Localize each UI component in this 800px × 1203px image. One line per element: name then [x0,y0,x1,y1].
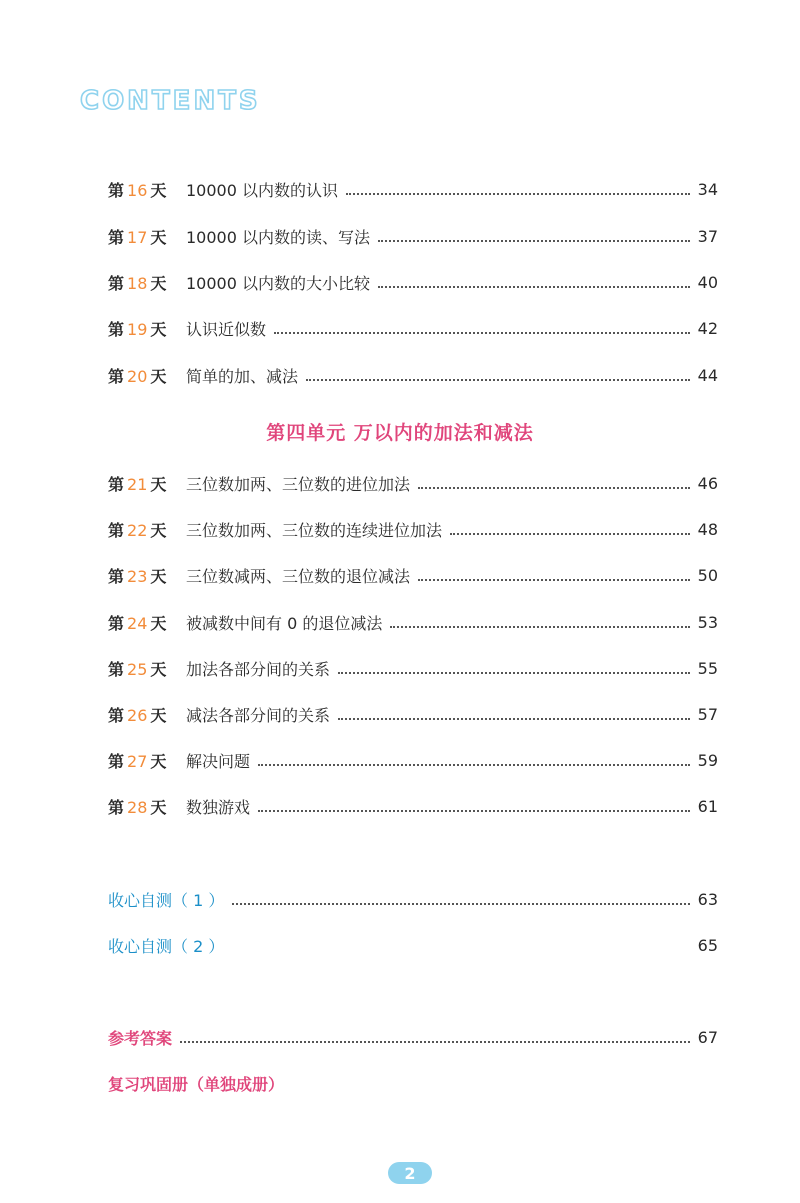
page-number: 44 [697,365,718,385]
entry-title: 减法各部分间的关系 [186,705,331,725]
toc-entry-day-28[interactable] [108,792,718,820]
entry-title: 收心自测（ 1 ） [108,890,225,910]
toc-entry-self-test-1[interactable] [108,885,718,913]
day-number: 16 [127,180,148,200]
entry-title: 数独游戏 [186,797,251,817]
toc-entry-day-20[interactable] [108,361,718,389]
day-label: 第 24 天 [108,613,167,633]
entry-title: 复习巩固册（单独成册） [108,1074,285,1094]
day-label: 第 27 天 [108,751,167,771]
page-number: 57 [697,704,718,724]
dot-leader [378,286,690,288]
day-label: 第 28 天 [108,797,167,817]
toc-entry-day-26[interactable] [108,700,718,728]
day-label: 第 22 天 [108,520,167,540]
page-number: 67 [697,1027,718,1047]
entry-title: 简单的加、减法 [186,366,299,386]
page-number: 50 [697,565,718,585]
entry-title: 参考答案 [108,1028,173,1048]
page-number: 34 [697,179,718,199]
day-number: 23 [127,566,148,586]
day-label: 第 19 天 [108,319,167,339]
page-number: 42 [697,318,718,338]
dot-leader [274,332,690,334]
toc-entry-day-18[interactable] [108,268,718,296]
day-number: 19 [127,319,148,339]
page-number: 65 [697,935,718,955]
toc-entry-review-book[interactable] [108,1069,718,1097]
dot-leader [390,626,689,628]
dot-leader [338,718,690,720]
dot-leader [418,579,690,581]
dot-leader [258,810,690,812]
entry-title: 10000 以内数的认识 [186,180,338,200]
day-label: 第 18 天 [108,273,167,293]
entry-title: 三位数加两、三位数的连续进位加法 [186,520,443,540]
day-label: 第 26 天 [108,705,167,725]
entry-title: 三位数减两、三位数的退位减法 [186,566,411,586]
dot-leader [346,193,690,195]
dot-leader [450,533,690,535]
dot-leader [338,672,690,674]
page-number: 63 [697,889,718,909]
entry-title: 加法各部分间的关系 [186,659,331,679]
day-number: 17 [127,227,148,247]
day-label: 第 20 天 [108,366,167,386]
toc-entry-answers[interactable] [108,1023,718,1051]
day-number: 25 [127,659,148,679]
day-label: 第 17 天 [108,227,167,247]
toc-entry-day-17[interactable] [108,222,718,250]
toc-entry-day-25[interactable] [108,654,718,682]
toc-entry-day-19[interactable] [108,314,718,342]
day-number: 27 [127,751,148,771]
page-number: 61 [697,796,718,816]
entry-title: 10000 以内数的读、写法 [186,227,370,247]
entry-title: 解决问题 [186,751,251,771]
day-number: 24 [127,613,148,633]
entry-title: 三位数加两、三位数的进位加法 [186,474,411,494]
dot-leader [306,379,690,381]
page-number: 48 [697,519,718,539]
page-number-badge: 2 [388,1162,432,1184]
page-number: 53 [697,612,718,632]
day-number: 21 [127,474,148,494]
unit-heading: 第四单元 万以内的加法和减法 [266,422,534,444]
day-label: 第 16 天 [108,180,167,200]
day-number: 18 [127,273,148,293]
day-label: 第 25 天 [108,659,167,679]
day-number: 28 [127,797,148,817]
page-number: 40 [697,272,718,292]
toc-entry-self-test-2[interactable] [108,931,718,959]
dot-leader [180,1041,690,1043]
dot-leader [258,764,690,766]
page-number: 55 [697,658,718,678]
toc-entry-day-27[interactable] [108,746,718,774]
toc-entry-day-22[interactable] [108,515,718,543]
contents-title: CONTENTS [80,86,261,116]
page-number: 59 [697,750,718,770]
day-number: 26 [127,705,148,725]
toc-entry-day-24[interactable] [108,608,718,636]
day-label: 第 23 天 [108,566,167,586]
toc-entry-day-23[interactable] [108,561,718,589]
page-number: 37 [697,226,718,246]
dot-leader [418,487,690,489]
dot-leader [232,903,689,905]
day-number: 22 [127,520,148,540]
page-number: 46 [697,473,718,493]
entry-title: 认识近似数 [186,319,267,339]
entry-title: 收心自测（ 2 ） [108,936,225,956]
day-label: 第 21 天 [108,474,167,494]
toc-entry-day-21[interactable] [108,469,718,497]
entry-title: 被减数中间有 0 的退位减法 [186,613,383,633]
dot-leader [378,240,690,242]
entry-title: 10000 以内数的大小比较 [186,273,370,293]
toc-entry-day-16[interactable] [108,175,718,203]
day-number: 20 [127,366,148,386]
